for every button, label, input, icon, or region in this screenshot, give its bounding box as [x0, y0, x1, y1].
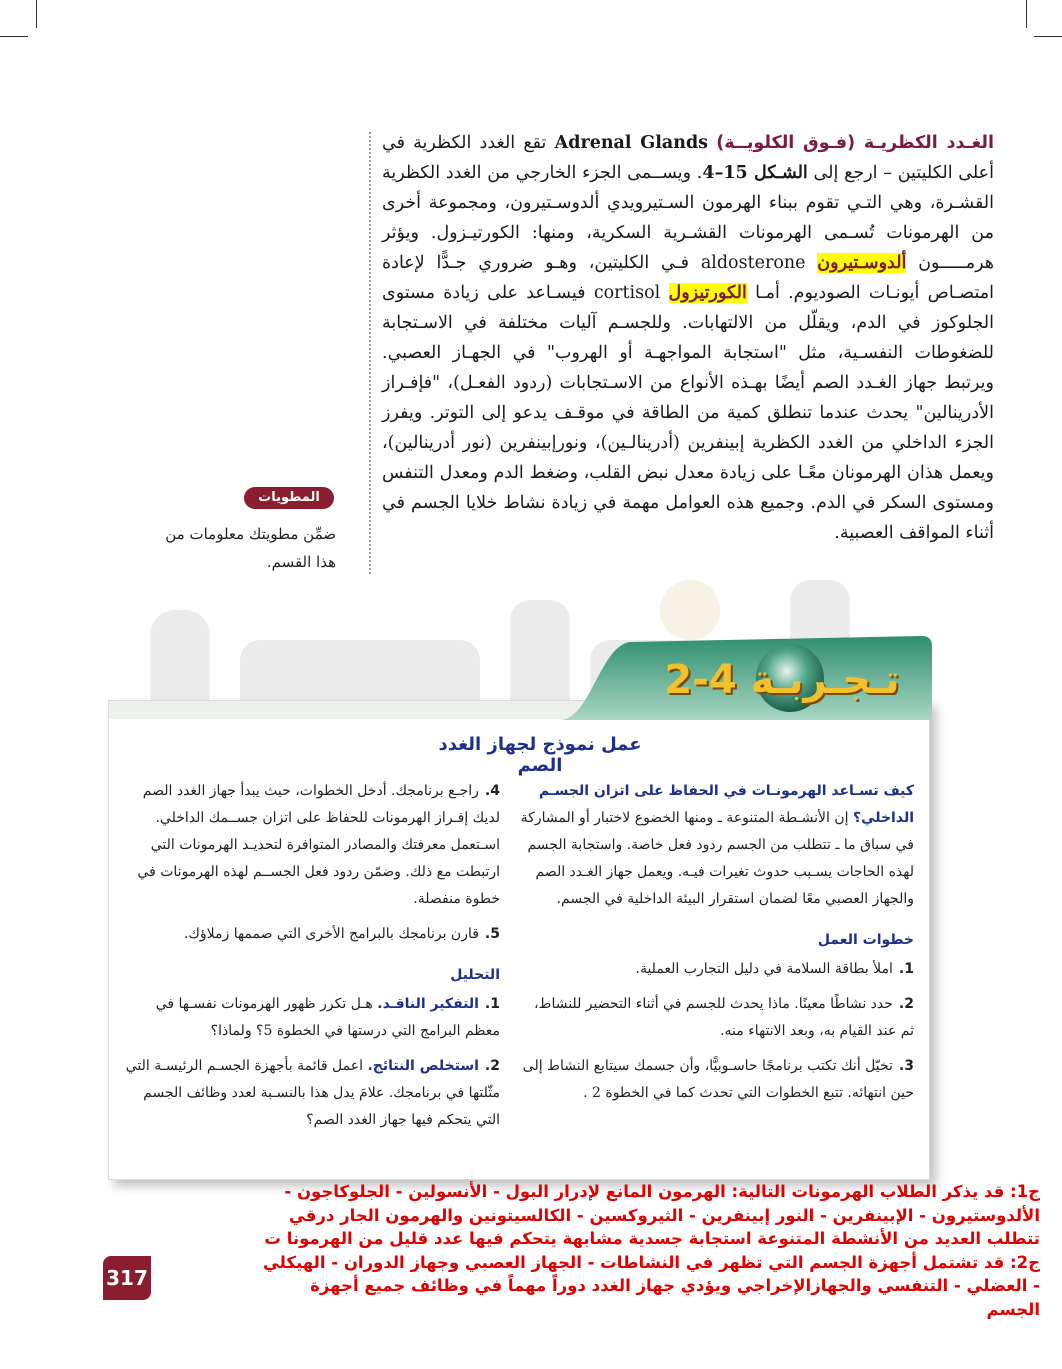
- page-number: 317: [103, 1256, 151, 1300]
- section-title-en: Adrenal Glands: [554, 133, 709, 153]
- list-item: 2.حدد نشاطًا معينًا. ماذا يحدث للجسم في أثناء التحضير للنشاط، ثم عند القيام به، وبعد الانتهاء منه.: [533, 996, 914, 1039]
- crop-mark: [1034, 36, 1062, 37]
- paragraph-text: . ويســمى الجزء الخارجي من الغدد الكظرية القشـرة، وهي التـي تقوم ببناء الهرمون السـتيرويدي ألدوسـتيرون، ومجموعة أخرى من الهرمونات تُسـمى الهرمونات القشـرية السكرية، ومنها: الكورتيـزول. ويؤثر هرمـــــون: [382, 163, 994, 273]
- steps-title: خطوات العمل: [817, 932, 914, 948]
- term-aldosterone-en: aldosterone: [700, 253, 806, 273]
- crop-mark: [1026, 0, 1027, 28]
- list-item: 2.استخلص النتائج. اعمل قائمة بأجهزة الجسـم الرئيسـة التي مثّلتها في برنامجك. علامَ يدل هذا بالنسـبة لعدد وظائف الجسم التي يتحكم فيها جهاز الغدد الصم؟: [125, 1058, 500, 1128]
- highlight-aldosterone: ألدوسـتيرون: [817, 253, 907, 273]
- list-item: 1.التفكير الناقـد. هـل تكرر ظهور الهرمونات نفسـها في معظم البرامج التي درستها في الخطوة 5؟ ولماذا؟: [155, 996, 500, 1039]
- adrenal-paragraph: [382, 128, 994, 548]
- list-item: 1.املأ بطاقة السلامة في دليل التجارب العملية.: [635, 961, 914, 977]
- answer-notes: [260, 1180, 1040, 1321]
- lab-intro-text: إن الأنشـطة المتنوعة ـ ومنها الخضوع لاختبار أو المشاركة في سباق ما ـ تتطلب من الجسم ردود فعل خاصة. واستجابة الجسم لهذه الحاجات يسـبب حدوث تغيرات فيـه. ويعمل جهاز الغـدد الصم والجهاز العصبي معًا لضمان استقرار البيئة الداخلية في الجسم.: [520, 810, 914, 907]
- lab-left-column: [124, 778, 500, 1142]
- lab-right-column: [518, 778, 914, 1115]
- foldables-tag: المطويات: [244, 487, 334, 509]
- term-cortisol-en: cortisol: [593, 283, 661, 303]
- lab-label: تـجـربـة 4-2: [664, 657, 900, 703]
- answer-1: ج1: قد يذكر الطلاب الهرمونات التالية: الهرمون المانع لإدرار البول - الأنسولين - الجلوكاجون - الألدوستيرون - الإبينفرين - النور إبينفرين - الثيروكسين - الكالسيتونين والهرمون الجار درقي تتطلب العديد من الأنشطة المتنوعة استجابة جسدية مشابهة يتحكم فيها عدد قليل من الهرمونا ت: [264, 1182, 1040, 1248]
- list-item: 4.راجـع برنامجك. أدخل الخطوات، حيث يبدأ جهاز الغدد الصم لديك إفـراز الهرمونات للحفاظ على اتزان جســمك الداخلي. اسـتعمل معرفتك والمصادر المتوافرة لتحديـد الهرمونات التي ارتبطت مع ذلك. وضمّن ردود فعل الجســم لهذه الهرمونات في خطوة منفصلة.: [137, 783, 500, 907]
- crop-mark: [0, 36, 28, 37]
- answer-2: ج2: قد تشتمل أجهزة الجسم التي تظهر في النشاطات - الجهاز العصبي وجهاز الدوران - الهيكلي - العضلي - التنفسي والجهازالإخراجي ويؤدي جهاز الغدد دوراً مهماً في وظائف جميع أجهزة الجسم: [262, 1252, 1040, 1319]
- paragraph-text: تقع الغدد الكظرية في أعلى الكليتين – ارجع إلى: [382, 133, 994, 183]
- list-item: 5.قارن برنامجك بالبرامج الأخرى التي صممها زملاؤك.: [183, 926, 500, 942]
- figure-reference: الشـكل 15–4: [702, 163, 808, 183]
- foldables-note: ضمِّن مطويتك معلومات من هذا القسم.: [165, 525, 336, 571]
- paragraph-text: فيسـاعد على زيادة مستوى الجلوكوز في الدم، ويقلّل من الالتهابات. وللجسـم آليات مختلفة في الاسـتجابة للضغوطات النفسـية، مثل "استجابة المواجهـة أو الهروب" في الجهـاز العصبي. ويرتبط جهاز الغـدد الصم أيضًا بهـذه الأنواع من الاسـتجابات (ردود الفعـل)، "فإفـراز الأدرينالين" يحدث عندما تنطلق كمية من الطاقة في موقـف يدعو إلى التوتر. ويفرز الجزء الداخلي من الغدد الكظرية إبينفرين (أدرينالـين)، ونورإبينفرين (نور أدرينالين)، ويعمل هذان الهرمونان معًـا على زيادة معدل نبض القلب، وضغط الدم ومعدل التنفس ومستوى السكر في الدم. وجميع هذه العوامل مهمة في زيادة نشاط خلايا الجسم في أثناء المواقف العصبية.: [382, 283, 994, 543]
- crop-mark: [36, 0, 37, 28]
- highlight-cortisol: الكورتيزول: [668, 283, 747, 303]
- lab-title: عمل نموذج لجهاز الغدد الصم: [438, 734, 642, 776]
- section-title: الغـدد الكظريـة (فـوق الكلويــة): [716, 133, 994, 153]
- paragraph-text: فـي الكليتين، وهـو ضروري جـدًّا لإعادة امتصـاص أيونـات الصوديوم. أمـا: [382, 253, 994, 303]
- column-divider: [369, 132, 371, 574]
- list-item: 3.تخيّل أنك تكتب برنامجًا حاسـوبيًّا، وأن جسمك سيتابع النشاط إلى حين انتهائه. تتبع الخطوات التي تحدث كما في الخطوة 2 .: [522, 1058, 914, 1101]
- lab-intro-question: كيف تسـاعد الهرمونـات في الحفاظ على اتزان الجسـم الداخلي؟: [538, 783, 914, 826]
- analysis-title: التحليل: [450, 967, 500, 983]
